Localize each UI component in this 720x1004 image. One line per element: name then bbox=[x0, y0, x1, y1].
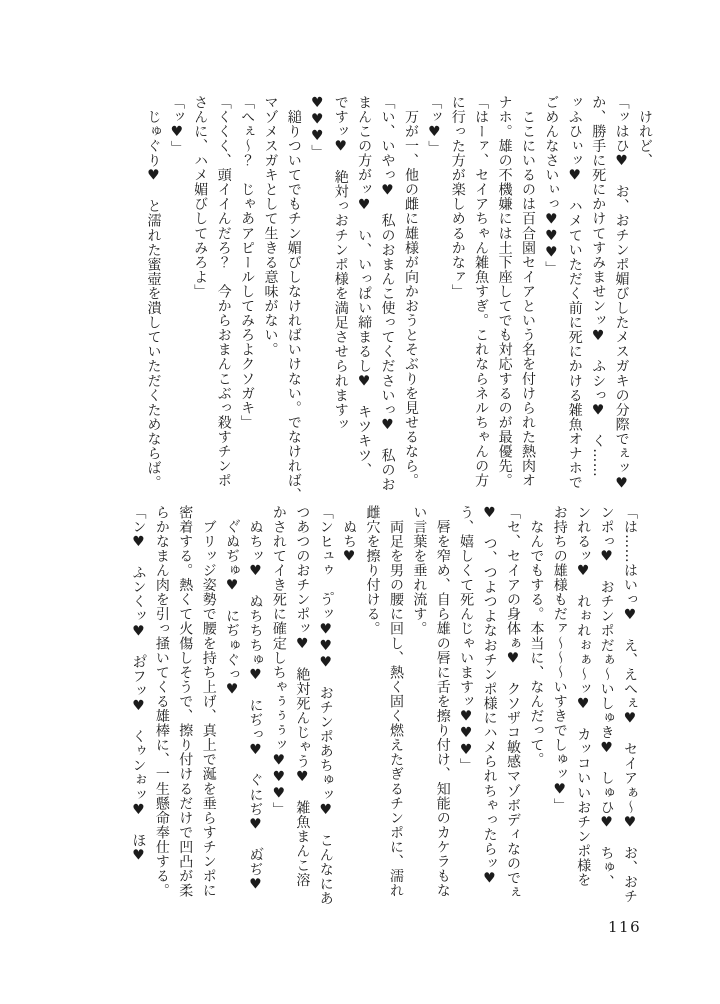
text-line: 「い、いやっ♥ 私のおまんこ使ってくださいっ♥ 私のお bbox=[379, 95, 396, 492]
text-block-top bbox=[141, 95, 656, 503]
text-line: 「は……はいっ♥ え、えへぇ♥ セイアぁ〜♥ お、おチ bbox=[622, 505, 638, 904]
text-line: 縋りついてでもチン媚びしなければいけない。でなければ、 bbox=[285, 95, 302, 503]
text-line: 雌穴を擦り付ける。 bbox=[364, 505, 381, 636]
text-line: 「ッ♥」 bbox=[426, 95, 443, 156]
text-line: 万が一、他の雌に雄様が向かおうとそぶりを見せるなら。 bbox=[402, 95, 419, 488]
text-line: 「ッ♥」 bbox=[168, 95, 185, 156]
text-line: 「ッはひ♥ お、おチンポ媚びしたメスガキの分際でぇッ♥ bbox=[613, 95, 630, 492]
text-line: けれど、 bbox=[637, 95, 653, 168]
text-line: らかなまん肉を引っ掻いてくる雄棒に、一生懸命奉仕する。 bbox=[153, 505, 170, 898]
text-line: 両足を男の腰に回し、熱く固く燃えたぎるチンポに、濡れ bbox=[387, 505, 404, 898]
text-line: い言葉を垂れ流す。 bbox=[411, 505, 428, 636]
text-line: つあつのおチンポッ♥ 絶対死んじゃう♥ 雑魚まんこ溶 bbox=[294, 505, 311, 888]
text-line: う、嬉しくて死んじゃいますッ♥♥♥」 bbox=[458, 505, 475, 773]
text-line: 唇を窄め、自ら雄の唇に舌を擦り付け、知能のカケラもな bbox=[434, 505, 451, 898]
text-line: ッふひぃッ♥ ハメていただく前に死にかける雑魚オナホで bbox=[566, 95, 583, 490]
text-line: か、勝手に死にかけてすみませンッ♥ ふシっ♥ く…… bbox=[590, 95, 607, 478]
text-line: かされてイき死に確定しちゃぅぅぅッ♥♥♥」 bbox=[270, 505, 287, 817]
text-line: ぬちッ♥ ぬちちちゅ♥ にぢっ♥ ぐにぢ♥ ぬ゙ぢ♥ bbox=[247, 505, 264, 894]
page-number: 116 bbox=[608, 918, 642, 936]
text-line: さんに、ハメ媚びしてみろよ」 bbox=[192, 95, 209, 299]
text-line: 「ン♥ ふンくッ♥ お゚フッ♥ くゥンぉッ♥ ほ♥ bbox=[130, 505, 147, 865]
text-line: ぐ゙ぬぢゅ♥ にぢゅぐっ♥ bbox=[224, 505, 241, 699]
text-line: ♥ つ、つよつよなおチンポ様にハメられちゃったらッ♥ bbox=[481, 505, 498, 888]
text-line: なんでもする。本当に、なんだって。 bbox=[528, 505, 545, 767]
text-line: お持ちの雄様もだァ〜〜〜いすきでしゅッ♥」 bbox=[551, 505, 568, 813]
text-line: ですッ♥ 絶対っおチンポ様を満足させられますッ bbox=[332, 95, 349, 432]
text-line: まんこの方がッ♥ い、いっぱい締まるし♥ キツキツ、 bbox=[356, 95, 373, 478]
text-line: ブリッジ姿勢で腰を持ち上げ、真上で涎を垂らすチンポに bbox=[200, 505, 217, 898]
text-line: マゾメスガキとして生きる意味がない。 bbox=[262, 95, 279, 357]
text-line: ごめんなさいぃっ♥♥♥」 bbox=[543, 95, 560, 276]
text-line: ンれるッ♥ れぉれぉぁ〜ッ♥ カッコいいおチンポ様を bbox=[575, 505, 592, 888]
text-line: に行った方が楽しめるかなァ」 bbox=[449, 95, 466, 299]
text-line: 「はーァ、セイアちゃん雑魚すぎ。これならネルちゃんの方 bbox=[473, 95, 490, 488]
text-line: ぬち♥ bbox=[341, 505, 358, 566]
text-line: ♥♥♥」 bbox=[309, 95, 326, 160]
text-line: 「ンヒュゥ う゚ッ♥♥♥ おチンポあちゅッ♥ こんなにあ bbox=[317, 505, 334, 906]
text-block-bottom bbox=[126, 505, 641, 925]
text-line: 「セ、セイアの身体ぁ♥ クソザコ敏感マゾボディなのでぇ bbox=[504, 505, 521, 900]
text-line: ンポっ♥ おチンポだぁ〜いしゅき♥ しゅひ♥ ちゅ、 bbox=[598, 505, 615, 890]
text-line: 「へぇ〜？ じゃあアピールしてみろよクソガキ」 bbox=[239, 95, 256, 430]
text-line: ナホ。雄の不機嫌には土下座してでも対応するのが最優先。 bbox=[496, 95, 513, 488]
text-line: じゅぐり♥ と濡れた蜜壺を潰していただくためならば。 bbox=[145, 95, 162, 490]
text-line: 密着する。熱くて火傷しそうで、擦り付けるだけで凹凸が柔 bbox=[177, 505, 194, 898]
text-line: 「くくく、頭イイんだろ？ 今からおまんこぶっ殺すチンポ bbox=[215, 95, 232, 488]
text-line: ここにいるのは百合園セイアという名を付けられた熱肉オ bbox=[519, 95, 536, 488]
